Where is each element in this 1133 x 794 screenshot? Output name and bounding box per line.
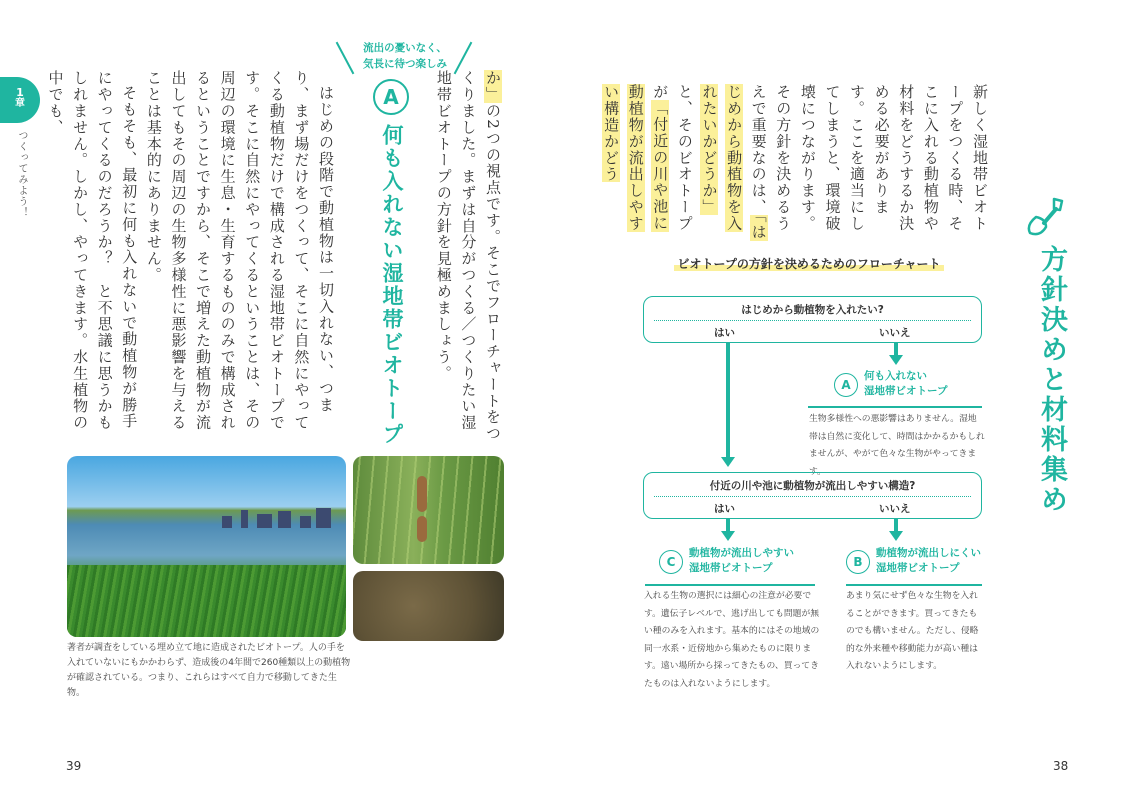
section-badge-a: A — [373, 79, 409, 115]
answer-yes: はい — [714, 503, 735, 515]
left-body-text — [46, 70, 338, 442]
shovel-icon — [1026, 195, 1066, 239]
answer-no: いいえ — [879, 503, 911, 515]
arrow-line-yes-1 — [726, 343, 730, 457]
body-highlight: 「はじめから動植物を入れたいかどうか」 — [700, 84, 768, 241]
result-rule — [846, 584, 982, 586]
body-paragraph: そもそも、最初に何も入れないで動植物が勝手にやってくるのだろうか？ と不思議に思うかもしれません。しかし、やってきます。水生植物の中でも、 — [46, 70, 139, 431]
chapter-subtitle: つくってみよう！ — [16, 130, 27, 218]
page-number-left: 39 — [66, 759, 82, 773]
chapter-label: 章 — [15, 98, 25, 109]
page-number-right: 38 — [1053, 759, 1069, 773]
arrow-head-icon — [889, 355, 903, 365]
result-badge: A — [834, 373, 858, 397]
body-paragraph: はじめの段階で動植物は一切入れない、つまり、まず場だけをつくって、そこに自然にやってくる動植物だけで構成される湿地帯ビオトープです。そこに自然にやってくるということは、その周辺の環境に生息・生育するもののみで構成されるということですから、そこで増えた動植物が流出してもその周辺の生物多様性に悪影響を与えることは基本的にありません。 — [144, 70, 335, 431]
arrow-head-icon — [721, 457, 735, 467]
cattail-spike — [417, 516, 427, 542]
flowchart-question-1 — [643, 296, 982, 343]
photo-caption: 著者が調査をしている埋め立て地に造成されたビオトープ。人の手を入れていないにもかかわらず、造成後の4年間で260種類以上の動植物が確認されている。つまり、これらはすべて自力で移動してきた生物。 — [67, 643, 351, 698]
arrow-head-icon — [889, 531, 903, 541]
result-title: 動植物が流出しにくい 湿地帯ビオトープ — [876, 547, 981, 574]
result-b-description: あまり気にせず色々な生物を入れることができます。買ってきたものでも構いません。ただし、侵略的な外来種や移動能力が高い種は入れないようにします。 — [846, 591, 979, 671]
arrow-line-yes-2 — [726, 519, 730, 531]
dotted-divider — [654, 320, 971, 321]
body-text: と、そのビオトープが — [651, 84, 694, 232]
result-c-description: 入れる生物の選択には細心の注意が必要です。遺伝子レベルで、逃げ出しても問題が無い種のみを入れます。基本的にはその地域の同一水系・近傍地から集めたものに限ります。遠い場所から採ってきたもの、買ってきたものは入れないようにします。 — [644, 591, 820, 689]
photo-cattail — [353, 456, 504, 564]
cattail-spike — [417, 476, 427, 512]
flowchart-title: ビオトープの方針を決めるためのフローチャート — [674, 255, 944, 272]
section-tagline — [350, 40, 460, 72]
body-text: 新しく湿地帯ビオトープをつくる時、そこに入れる動植物や材料をどうするか決める必要があります。ここを適当にしてしまうと、環境破壊につながります。その方針を決めるうえで重要なのは、 — [749, 84, 989, 232]
photo-biotope-pond — [67, 456, 346, 637]
result-rule — [808, 406, 982, 408]
result-badge: B — [846, 550, 870, 574]
answer-yes: はい — [714, 327, 735, 339]
arrow-line-no-2 — [894, 519, 898, 531]
result-title: 何も入れない 湿地帯ビオトープ — [864, 370, 948, 397]
question-text: はじめから動植物を入れたい? — [741, 304, 884, 316]
arrow-head-icon — [721, 531, 735, 541]
city-skyline — [209, 508, 335, 528]
intro-highlight: か」 — [484, 70, 502, 103]
chapter-number: 1 — [16, 86, 24, 99]
section-heading: 何も入れない湿地帯ビオトープ — [380, 124, 404, 446]
tagline-line-2: 気長に待つ楽しみ — [363, 58, 447, 70]
chapter-tab — [0, 77, 40, 123]
body-highlight: 「付近の川や池に動植物が流出しやすい構造かどう — [602, 84, 670, 232]
result-a-description: 生物多様性への悪影響はありません。湿地帯は自然に変化して、時間はかかるかもしれませんが、やがて色々な生物がやってきます。 — [809, 414, 985, 477]
page-title: 方針決めと材料集め — [1036, 245, 1067, 515]
answer-no: いいえ — [879, 327, 911, 339]
photo-pond-bottom — [353, 571, 504, 641]
grass — [67, 565, 346, 637]
flowchart-question-2 — [643, 472, 982, 519]
result-badge: C — [659, 550, 683, 574]
intro-text: の2つの視点です。そこでフローチャートをつくりました。まずは自分がつくる／つくりたい湿地帯ビオトープの方針を見極めましょう。 — [434, 70, 502, 442]
question-text: 付近の川や池に動植物が流出しやすい構造? — [709, 480, 916, 492]
tagline-line-1: 流出の憂いなく、 — [363, 42, 447, 54]
arrow-line-no-1 — [894, 343, 898, 355]
right-body-text — [602, 84, 992, 244]
result-title: 動植物が流出しやすい 湿地帯ビオトープ — [689, 547, 794, 574]
result-rule — [645, 584, 815, 586]
dotted-divider — [654, 496, 971, 497]
left-intro-text — [425, 70, 505, 442]
